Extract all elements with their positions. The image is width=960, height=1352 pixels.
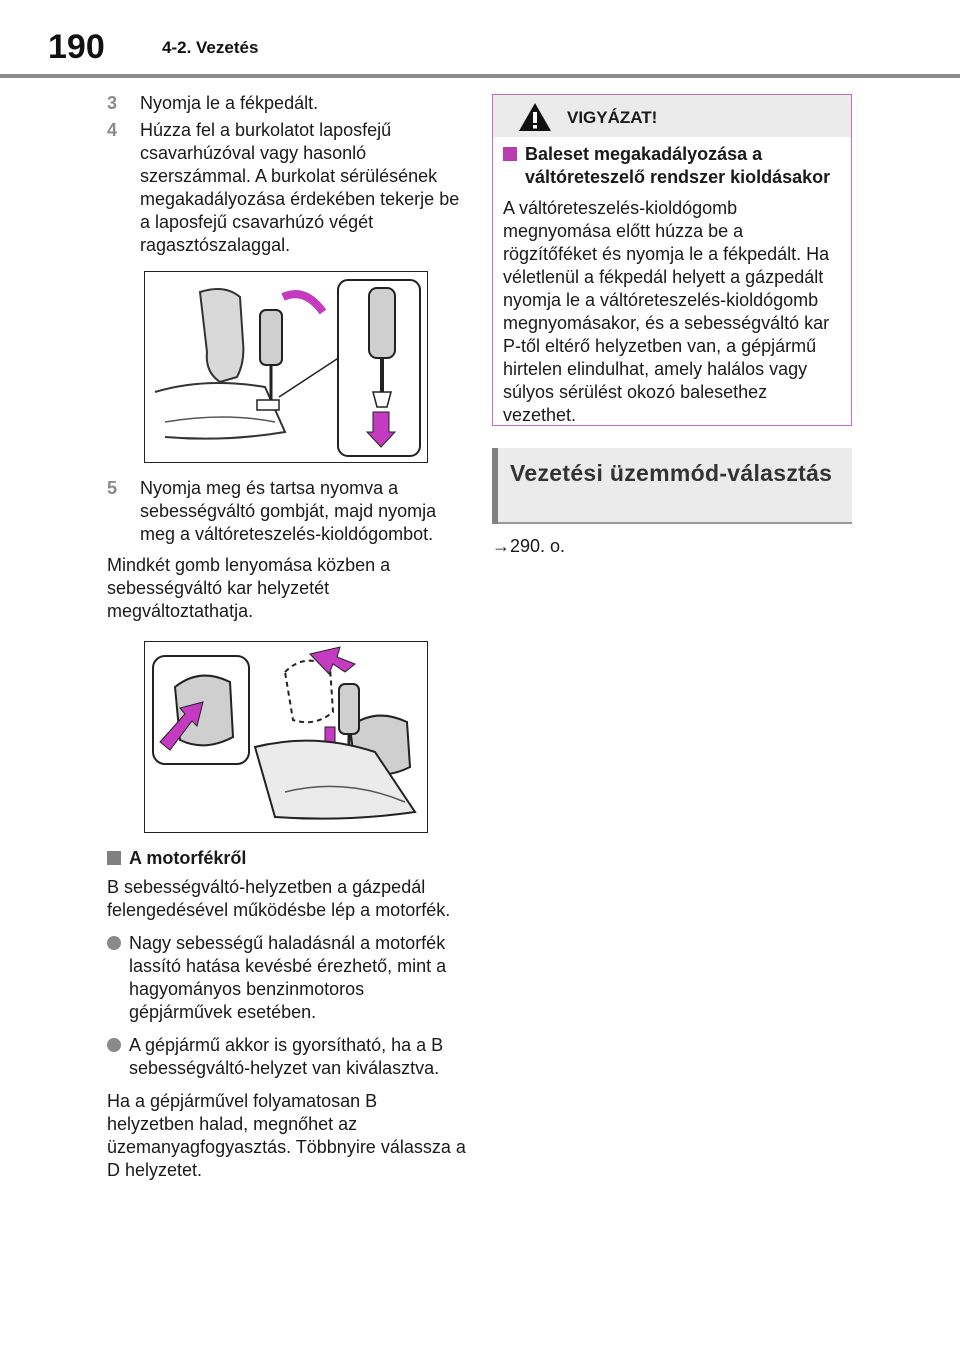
- bullet-dot-icon: [107, 1038, 121, 1052]
- step-text: Nyomja meg és tartsa nyomva a sebességváltó gombját, majd nyomja meg a váltóreteszelés-kioldógombot.: [140, 478, 437, 544]
- section-heading-box: [492, 448, 852, 524]
- shift-lever-illustration: [144, 641, 428, 833]
- section-title: 4-2. Vezetés: [162, 38, 259, 57]
- step-number: 5: [107, 478, 118, 498]
- step-3: [107, 92, 467, 115]
- caution-subheading: Baleset megakadályozása a váltóreteszelő rendszer kioldásakor: [503, 143, 841, 189]
- caution-box: [492, 94, 852, 426]
- step-number: 4: [107, 120, 118, 140]
- page-header: [0, 0, 960, 80]
- right-column: [492, 94, 852, 426]
- bullet-dot-icon: [107, 936, 121, 950]
- step-4: [107, 119, 467, 257]
- left-column: [107, 92, 467, 1192]
- caution-title: VIGYÁZAT!: [567, 108, 658, 127]
- caution-text: A váltóreteszelés-kioldógomb megnyomása előtt húzza be a rögzítőféket és nyomja le a fékpedált. Ha véletlenül a fékpedál helyett a gázpedált nyomja le a váltóreteszelés-kioldógomb megnyomásakor, és a sebességváltó kar P-től eltérő helyzetben van, a gépjármű hirtelen elindulhat, amely halálos vagy súlyos sérülést okozó balesethez vezethet.: [503, 198, 830, 425]
- engine-brake-heading: A motorfékről: [107, 847, 467, 870]
- bullet-item: Nagy sebességű haladásnál a motorfék lassító hatása kevésbé érezhető, mint a hagyományos benzinmotoros gépjárművek esetében.: [107, 932, 467, 1024]
- step-text: Nyomja le a fékpedált.: [140, 93, 319, 113]
- header-divider: [0, 74, 960, 78]
- step-text: Húzza fel a burkolatot laposfejű csavarhúzóval vagy hasonló szerszámmal. A burkolat sérülésének megakadályozása érdekében tekerje be a laposfejű csavarhúzó végét ragasztószalaggal.: [140, 120, 460, 255]
- screwdriver-cover-illustration: [144, 271, 428, 463]
- caution-body: [493, 137, 851, 427]
- page-reference: →290. o.: [492, 536, 566, 556]
- warning-triangle-icon: [517, 101, 553, 133]
- step-number: 3: [107, 93, 118, 113]
- paragraph: Mindkét gomb lenyomása közben a sebességváltó kar helyzetét megváltoztathatja.: [107, 555, 391, 621]
- bullet-item: A gépjármű akkor is gyorsítható, ha a B sebességváltó-helyzet van kiválasztva.: [107, 1034, 467, 1080]
- caution-header: [493, 95, 851, 137]
- square-marker-icon: [503, 147, 517, 161]
- heading-accent-bar: [492, 448, 498, 524]
- paragraph: Ha a gépjárművel folyamatosan B helyzetben halad, megnőhet az üzemanyagfogyasztás. Többnyire válassza a D helyzetet.: [107, 1091, 466, 1180]
- step-5: [107, 477, 467, 546]
- paragraph: B sebességváltó-helyzetben a gázpedál felengedésével működésbe lép a motorfék.: [107, 877, 451, 920]
- square-marker-icon: [107, 851, 121, 865]
- page-number: 190: [48, 28, 105, 66]
- section-heading: Vezetési üzemmód-választás: [510, 460, 833, 486]
